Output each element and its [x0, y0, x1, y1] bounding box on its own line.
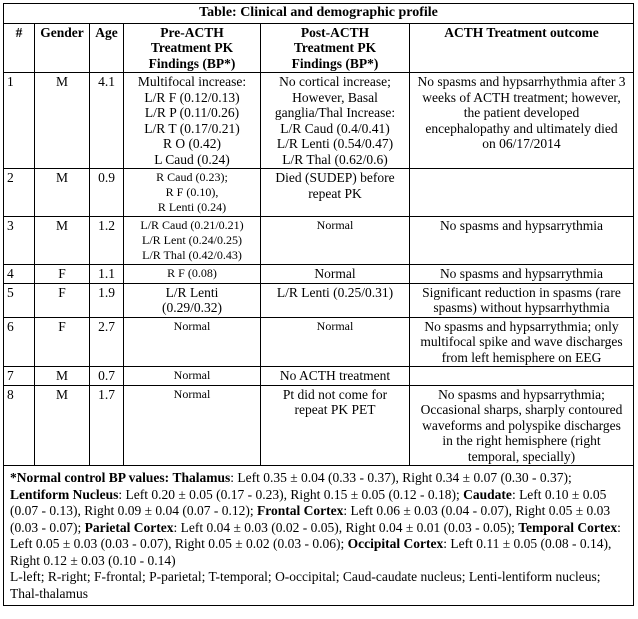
cell-pre-acth-line: R O (0.42) [162, 136, 222, 151]
table-row [4, 367, 634, 386]
cell-outcome [410, 265, 634, 284]
cell-pre-acth [124, 265, 261, 284]
table-wrapper [3, 3, 633, 606]
cell-outcome-line: temporal, specially) [467, 448, 576, 464]
cell-post-acth [261, 265, 410, 284]
cell-post-acth-line: repeat PK PET [294, 402, 376, 417]
cell-pre-acth-line: L/R Caud (0.21/0.21) [140, 218, 244, 232]
footnote [4, 466, 634, 606]
table-row [4, 265, 634, 284]
cell-age: 1.1 [90, 265, 124, 284]
cell-outcome-line: spasms) without hypsarrhythmia [433, 300, 610, 315]
cell-post-acth-line: repeat PK [308, 185, 362, 201]
cell-outcome [410, 367, 634, 386]
cell-outcome [410, 317, 634, 367]
cell-outcome [410, 217, 634, 265]
cell-pre-acth [124, 283, 261, 317]
cell-age: 0.9 [90, 169, 124, 217]
cell-number: 3 [4, 217, 35, 265]
cell-pre-acth-line: L/R P (0.11/0.26) [144, 105, 240, 120]
table-title: Table: Clinical and demographic profile [4, 4, 634, 24]
cell-outcome-line: weeks of ACTH treatment; however, [422, 89, 621, 105]
cell-gender: M [35, 217, 90, 265]
cell-number: 7 [4, 367, 35, 386]
cell-pre-acth-line: R Caud (0.23); [156, 170, 228, 184]
cell-pre-acth [124, 385, 261, 466]
footnote-frontal-text: : Left 0.06 ± 0.03 (0.04 - 0.07), Right 0.05 ± 0.03 (0.03 - 0.07); [10, 503, 611, 535]
cell-pre-acth-line: L/R Lenti [165, 284, 219, 300]
cell-outcome-line: waveforms and polyspike discharges [422, 417, 621, 433]
cell-age: 0.7 [90, 367, 124, 386]
cell-post-acth-line: However, Basal [292, 89, 378, 105]
footnote-frontal-label: Frontal Cortex [257, 503, 344, 518]
cell-pre-acth-line: Normal [173, 368, 211, 382]
cell-pre-acth-line: Normal [173, 386, 211, 401]
cell-outcome-line: from left hemisphere on EEG [441, 349, 602, 365]
cell-outcome-line: No spasms and hypsarrhythmia after 3 [417, 74, 626, 89]
clinical-profile-table [3, 3, 634, 606]
footnote-abbreviations: L-left; R-right; F-frontal; P-parietal; T-temporal; O-occipital; Caud-caudate nucleus; Lenti-lentiform nucleus; Thal-thalamus [10, 569, 601, 601]
cell-post-acth-line: L/R Thal (0.62/0.6) [282, 151, 388, 167]
cell-post-acth-line: Normal [314, 266, 356, 281]
footnote-parietal-text: : Left 0.04 ± 0.03 (0.02 - 0.05), Right 0.04 ± 0.01 (0.03 - 0.05); [173, 519, 515, 535]
footnote-thalamus-label: Thalamus [172, 470, 231, 485]
cell-number: 2 [4, 169, 35, 217]
cell-post-acth [261, 217, 410, 265]
cell-number: 5 [4, 283, 35, 317]
table-row [4, 217, 634, 265]
cell-gender: M [35, 367, 90, 386]
header-pre-acth [124, 23, 261, 73]
cell-post-acth-line: Normal [316, 218, 354, 232]
header-pre-line: Findings (BP*) [148, 55, 236, 71]
cell-post-acth-line: Normal [316, 318, 354, 333]
cell-post-acth-line: No cortical increase; [279, 74, 391, 89]
header-post-acth [261, 23, 410, 73]
header-post-line: Findings (BP*) [291, 55, 379, 71]
cell-pre-acth-line: R F (0.10), [165, 185, 219, 199]
cell-number: 8 [4, 385, 35, 466]
cell-outcome [410, 169, 634, 217]
cell-outcome-line: the patient developed [463, 105, 580, 120]
table-row [4, 283, 634, 317]
cell-outcome-line: No spasms and hypsarrythmia [439, 218, 604, 233]
cell-outcome [410, 385, 634, 466]
table-body [4, 73, 634, 466]
cell-pre-acth-line: L/R T (0.17/0.21) [144, 120, 240, 136]
cell-post-acth [261, 169, 410, 217]
cell-outcome-line: multifocal spike and wave discharges [420, 334, 623, 349]
cell-number: 4 [4, 265, 35, 284]
cell-pre-acth-line: R Lenti (0.24) [157, 200, 227, 214]
cell-pre-acth-line: (0.29/0.32) [162, 300, 222, 315]
cell-outcome-line: No spasms and hypsarrythmia [439, 266, 604, 281]
cell-outcome [410, 73, 634, 169]
cell-pre-acth [124, 217, 261, 265]
cell-outcome-line: No spasms and hypsarrythmia; only [424, 318, 619, 334]
cell-pre-acth [124, 317, 261, 367]
footnote-lentiform-label: Lentiform Nucleus [10, 486, 119, 502]
header-number: # [4, 23, 35, 73]
header-post-line: Treatment PK [293, 40, 377, 55]
cell-pre-acth-line: L/R Thal (0.42/0.43) [142, 248, 242, 262]
cell-pre-acth [124, 73, 261, 169]
footnote-temporal-label: Temporal Cortex [518, 519, 618, 535]
cell-number: 1 [4, 73, 35, 169]
cell-outcome-line: Occasional sharps, sharply contoured [420, 402, 623, 417]
cell-outcome-line: on 06/17/2014 [482, 136, 561, 151]
cell-pre-acth-line: L Caud (0.24) [154, 151, 230, 167]
cell-age: 4.1 [90, 73, 124, 169]
header-gender: Gender [35, 23, 90, 73]
cell-age: 2.7 [90, 317, 124, 367]
cell-pre-acth [124, 367, 261, 386]
cell-age: 1.7 [90, 385, 124, 466]
cell-post-acth-line: ganglia/Thal Increase: [274, 105, 396, 120]
cell-age: 1.2 [90, 217, 124, 265]
header-age: Age [90, 23, 124, 73]
cell-gender: M [35, 385, 90, 466]
cell-pre-acth-line: Normal [173, 318, 211, 333]
header-pre-line: Treatment PK [150, 40, 234, 55]
cell-post-acth [261, 385, 410, 466]
footnote-caudate-text: : Left 0.10 ± 0.05 (0.07 - 0.13), Right 0.09 ± 0.04 (0.07 - 0.12); [10, 486, 607, 518]
table-row [4, 317, 634, 367]
footnote-lentiform-text: : Left 0.20 ± 0.05 (0.17 - 0.23), Right 0.15 ± 0.05 (0.12 - 0.18); [118, 486, 460, 502]
cell-post-acth-line: Died (SUDEP) before [275, 170, 395, 185]
cell-gender: F [35, 283, 90, 317]
footnote-intro: *Normal control BP values: [10, 470, 170, 485]
cell-outcome [410, 283, 634, 317]
cell-post-acth-line: L/R Lenti (0.54/0.47) [276, 136, 394, 151]
table-row [4, 385, 634, 466]
footnote-parietal-label: Parietal Cortex [84, 519, 174, 535]
cell-gender: F [35, 317, 90, 367]
cell-gender: F [35, 265, 90, 284]
cell-pre-acth-line: L/R F (0.12/0.13) [144, 89, 240, 105]
cell-pre-acth-line: Multifocal increase: [137, 74, 247, 89]
cell-post-acth-line: Pt did not come for [282, 386, 388, 402]
header-row [4, 23, 634, 73]
cell-gender: M [35, 73, 90, 169]
cell-outcome-line: Significant reduction in spasms (rare [422, 284, 621, 300]
cell-pre-acth-line: L/R Lent (0.24/0.25) [142, 233, 242, 247]
cell-outcome-line: No spasms and hypsarrythmia; [438, 386, 605, 402]
cell-post-acth [261, 73, 410, 169]
cell-pre-acth-line: R F (0.08) [167, 266, 217, 280]
cell-number: 6 [4, 317, 35, 367]
footnote-thalamus-text: : Left 0.35 ± 0.04 (0.33 - 0.37), Right 0.34 ± 0.07 (0.30 - 0.37); [230, 470, 572, 485]
header-pre-line: Pre-ACTH [160, 24, 224, 40]
cell-gender: M [35, 169, 90, 217]
table-row [4, 73, 634, 169]
cell-post-acth-line: No ACTH treatment [279, 368, 391, 383]
footnote-occipital-text: : Left 0.11 ± 0.05 (0.08 - 0.14), Right 0.12 ± 0.03 (0.10 - 0.14) [10, 536, 612, 568]
cell-outcome-line: encephalopathy and ultimately died [425, 120, 618, 136]
cell-post-acth [261, 317, 410, 367]
cell-post-acth-line: L/R Lenti (0.25/0.31) [276, 284, 394, 300]
cell-post-acth-line: L/R Caud (0.4/0.41) [280, 120, 390, 136]
footnote-caudate-label: Caudate [463, 486, 512, 502]
cell-outcome-line: in the right hemisphere (right [442, 433, 601, 448]
cell-post-acth [261, 283, 410, 317]
cell-pre-acth [124, 169, 261, 217]
cell-age: 1.9 [90, 283, 124, 317]
header-outcome: ACTH Treatment outcome [410, 23, 634, 73]
footnote-temporal-text: : Left 0.05 ± 0.03 (0.03 - 0.07), Right 0.05 ± 0.02 (0.03 - 0.06); [10, 519, 621, 551]
table-row [4, 169, 634, 217]
cell-post-acth [261, 367, 410, 386]
header-post-line: Post-ACTH [300, 24, 370, 40]
footnote-occipital-label: Occipital Cortex [347, 536, 444, 551]
